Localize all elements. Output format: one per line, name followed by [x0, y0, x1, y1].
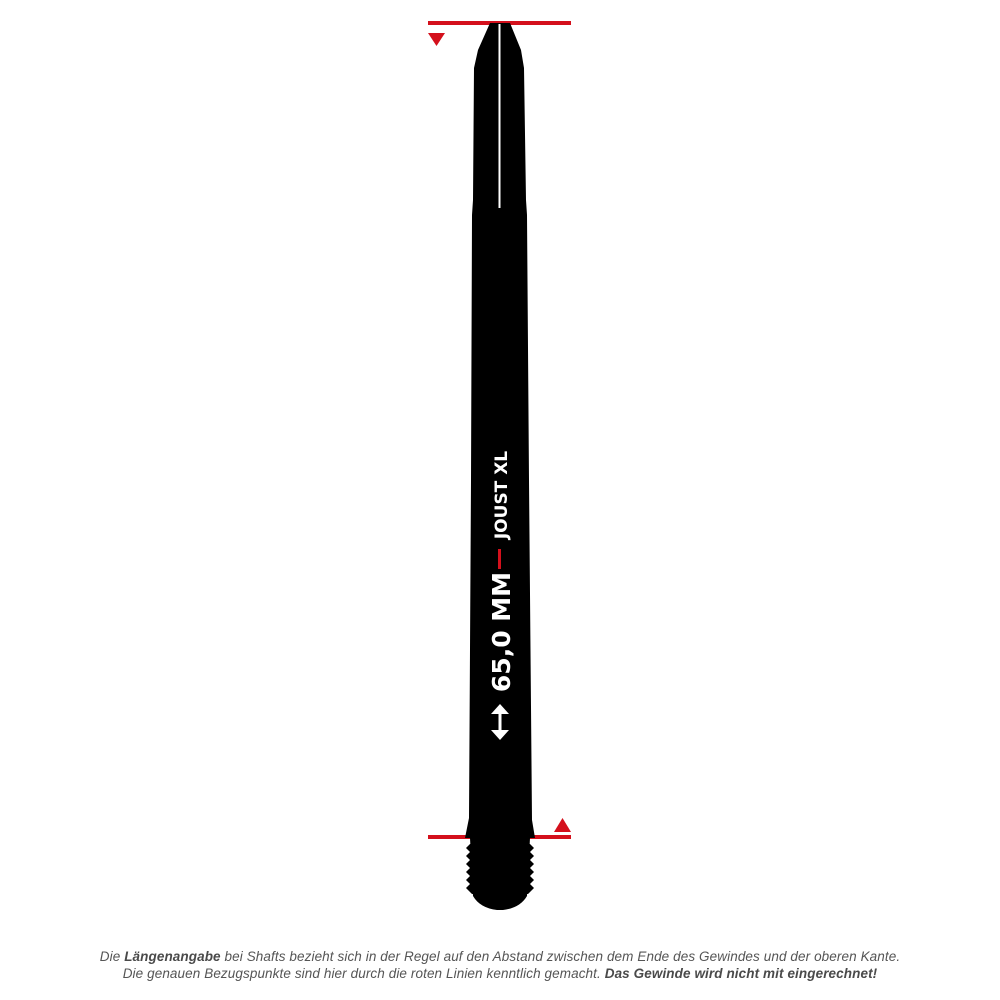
shaft-thread — [466, 838, 534, 910]
shaft-slit — [499, 24, 501, 208]
caption-line-1-post: bei Shafts bezieht sich in der Regel auf den Abstand zwischen dem Ende des Gewindes und der oberen Kante. — [220, 949, 901, 964]
caption-line-2-pre: Die genauen Bezugspunkte sind hier durch die roten Linien kenntlich gemacht. — [122, 966, 605, 981]
triangle-down-icon — [428, 33, 445, 46]
caption-line-1-bold: Längenangabe — [124, 949, 221, 964]
caption-line-1 — [0, 949, 1000, 964]
label-divider — [498, 549, 501, 569]
caption-line-2-bold: Das Gewinde wird nicht mit eingerechnet! — [604, 966, 878, 981]
triangle-up-icon — [554, 818, 571, 832]
caption-line-1-pre: Die — [99, 949, 125, 964]
length-label: 65,0 MM — [487, 571, 516, 693]
caption-line-2 — [0, 966, 1000, 981]
model-label: JOUST XL — [492, 450, 512, 540]
